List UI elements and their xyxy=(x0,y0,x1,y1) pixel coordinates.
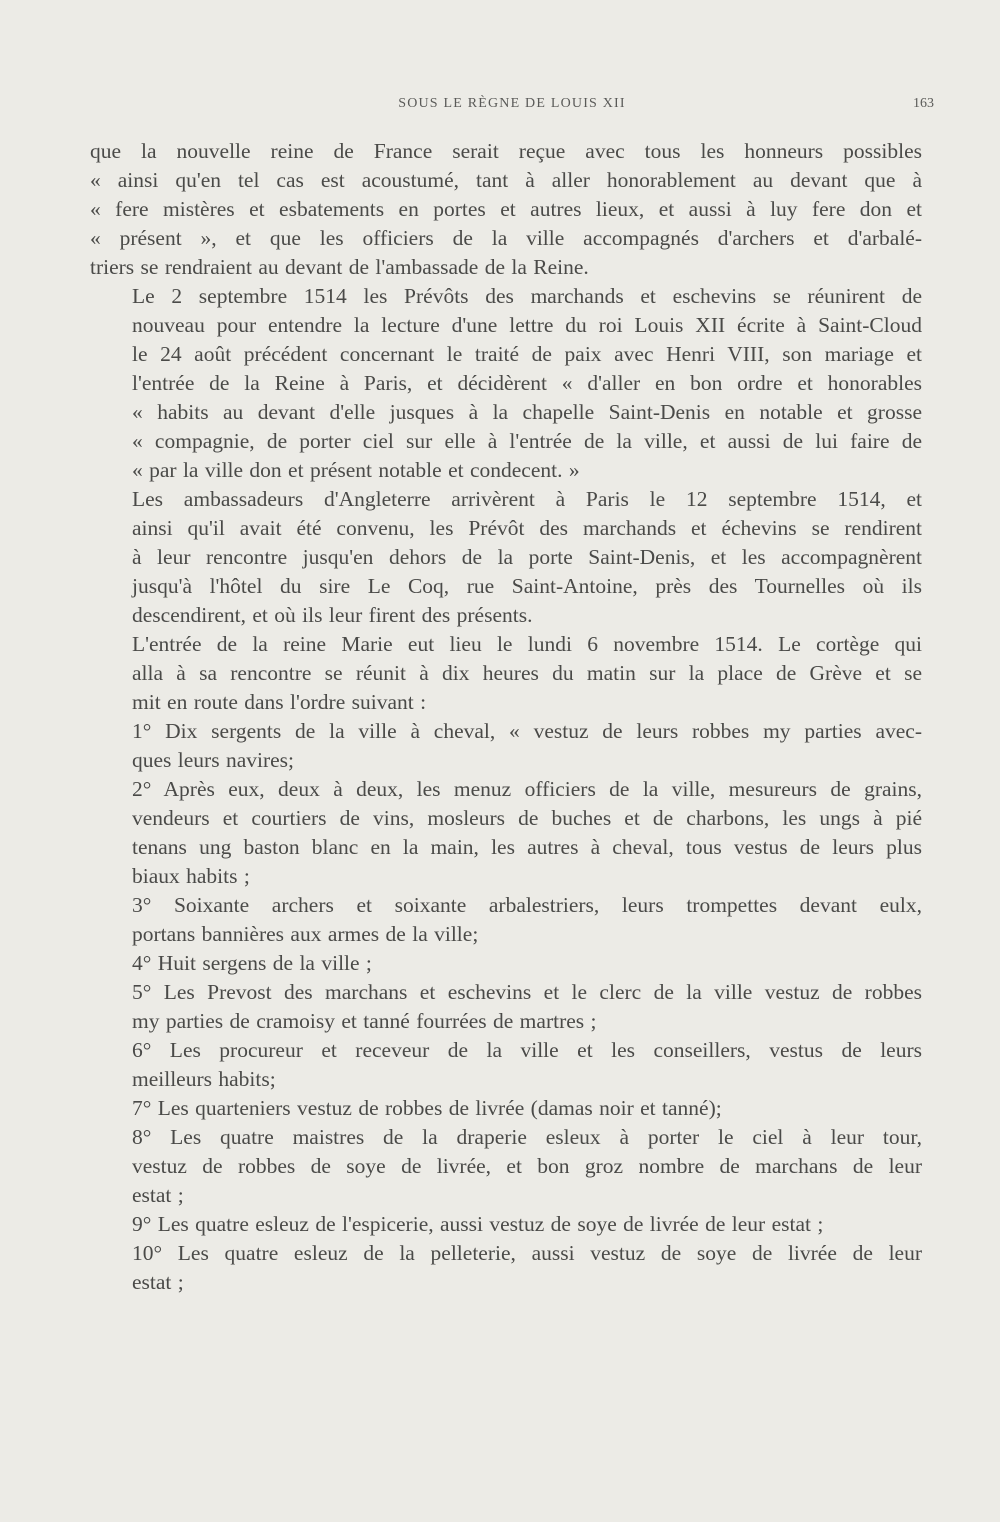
text-line: à leur rencontre jusqu'en dehors de la porte Saint-Denis, et les accompagnèrent xyxy=(132,545,922,569)
paragraph xyxy=(90,775,922,891)
text-line: estat ; xyxy=(132,1270,184,1294)
text-line: mit en route dans l'ordre suivant : xyxy=(132,690,427,714)
paragraph xyxy=(90,1094,922,1123)
text-line: alla à sa rencontre se réunit à dix heures du matin sur la place de Grève et se xyxy=(132,661,922,685)
text-line: jusqu'à l'hôtel du sire Le Coq, rue Saint-Antoine, près des Tournelles où ils xyxy=(132,574,922,598)
text-line: portans bannières aux armes de la ville; xyxy=(132,922,479,946)
text-line: que la nouvelle reine de France serait reçue avec tous les honneurs possibles xyxy=(90,139,922,163)
text-line: Les ambassadeurs d'Angleterre arrivèrent à Paris le 12 septembre 1514, et xyxy=(132,487,922,511)
text-line: « fere mistères et esbatements en portes et autres lieux, et aussi à luy fere don et xyxy=(90,197,922,221)
paragraph xyxy=(90,485,922,630)
text-line: L'entrée de la reine Marie eut lieu le lundi 6 novembre 1514. Le cortège qui xyxy=(132,632,922,656)
text-line: 7° Les quarteniers vestuz de robbes de livrée (damas noir et tanné); xyxy=(132,1096,722,1120)
running-head xyxy=(90,96,934,120)
paragraph xyxy=(90,1239,922,1297)
paragraph xyxy=(90,1210,922,1239)
paragraph xyxy=(90,949,922,978)
text-line: Le 2 septembre 1514 les Prévôts des marchands et eschevins se réunirent de xyxy=(132,284,922,308)
paragraph xyxy=(90,978,922,1036)
text-line: vendeurs et courtiers de vins, mosleurs de buches et de charbons, les ungs à pié xyxy=(132,806,922,830)
text-line: estat ; xyxy=(132,1183,184,1207)
text-line: « présent », et que les officiers de la ville accompagnés d'archers et d'arbalé- xyxy=(90,226,922,250)
text-line: biaux habits ; xyxy=(132,864,250,888)
paragraph xyxy=(90,1036,922,1094)
text-line: nouveau pour entendre la lecture d'une lettre du roi Louis XII écrite à Saint-Cloud xyxy=(132,313,922,337)
text-line: 2° Après eux, deux à deux, les menuz officiers de la ville, mesureurs de grains, xyxy=(132,777,922,801)
text-line: ainsi qu'il avait été convenu, les Prévôt des marchands et échevins se rendirent xyxy=(132,516,922,540)
text-line: my parties de cramoisy et tanné fourrées de martres ; xyxy=(132,1009,597,1033)
text-line: « compagnie, de porter ciel sur elle à l'entrée de la ville, et aussi de lui faire de xyxy=(132,429,922,453)
text-line: « ainsi qu'en tel cas est acoustumé, tant à aller honorablement au devant que à xyxy=(90,168,922,192)
text-line: tenans ung baston blanc en la main, les autres à cheval, tous vestus de leurs plus xyxy=(132,835,922,859)
paragraph xyxy=(90,282,922,485)
text-line: descendirent, et où ils leur firent des présents. xyxy=(132,603,533,627)
text-line: 3° Soixante archers et soixante arbalestriers, leurs trompettes devant eulx, xyxy=(132,893,922,917)
body-text xyxy=(90,137,922,1297)
text-line: « habits au devant d'elle jusques à la chapelle Saint-Denis en notable et grosse xyxy=(132,400,922,424)
text-line: 5° Les Prevost des marchans et eschevins et le clerc de la ville vestuz de robbes xyxy=(132,980,922,1004)
paragraph xyxy=(90,630,922,717)
text-line: 9° Les quatre esleuz de l'espicerie, aussi vestuz de soye de livrée de leur estat ; xyxy=(132,1212,824,1236)
paragraph xyxy=(90,717,922,775)
running-head-title: SOUS LE RÈGNE DE LOUIS XII xyxy=(398,96,626,111)
text-line: triers se rendraient au devant de l'ambassade de la Reine. xyxy=(90,255,589,279)
text-line: vestuz de robbes de soye de livrée, et bon groz nombre de marchans de leur xyxy=(132,1154,922,1178)
text-line: l'entrée de la Reine à Paris, et décidèrent « d'aller en bon ordre et honorables xyxy=(132,371,922,395)
page-number: 163 xyxy=(913,96,934,111)
paragraph xyxy=(90,1123,922,1210)
text-line: ques leurs navires; xyxy=(132,748,295,772)
text-line: meilleurs habits; xyxy=(132,1067,276,1091)
paragraph xyxy=(90,137,922,282)
text-line: 10° Les quatre esleuz de la pelleterie, aussi vestuz de soye de livrée de leur xyxy=(132,1241,922,1265)
text-line: 8° Les quatre maistres de la draperie esleux à porter le ciel à leur tour, xyxy=(132,1125,922,1149)
text-line: 4° Huit sergens de la ville ; xyxy=(132,951,372,975)
text-line: 6° Les procureur et receveur de la ville et les conseillers, vestus de leurs xyxy=(132,1038,922,1062)
text-line: « par la ville don et présent notable et condecent. » xyxy=(132,458,580,482)
text-line: 1° Dix sergents de la ville à cheval, « vestuz de leurs robbes my parties avec- xyxy=(132,719,922,743)
paragraph xyxy=(90,891,922,949)
text-line: le 24 août précédent concernant le traité de paix avec Henri VIII, son mariage et xyxy=(132,342,922,366)
